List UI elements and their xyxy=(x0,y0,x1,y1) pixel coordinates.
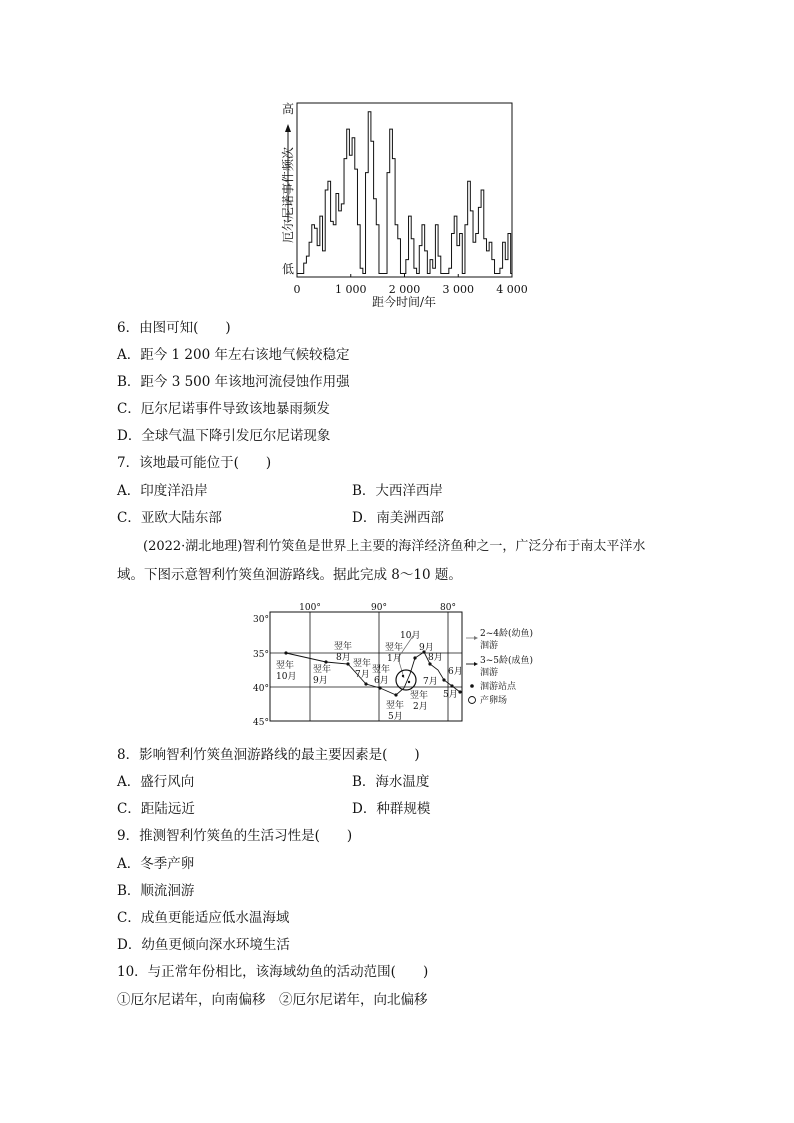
q6-option-c: C．厄尔尼诺事件导致该地暴雨频发 xyxy=(117,401,330,417)
lon-label-80: 80° xyxy=(440,603,456,613)
lat-label-45: 45° xyxy=(253,718,269,728)
q7-option-c: C．亚欧大陆东部 xyxy=(117,510,222,526)
legend-adult-label: 3~5龄(成鱼) xyxy=(480,656,534,666)
el-nino-chart-svg xyxy=(0,0,794,320)
q6-option-b: B．距今 3 500 年该地河流侵蚀作用强 xyxy=(117,374,350,390)
point-label: 8月 xyxy=(336,653,351,663)
x-tick-label: 2 000 xyxy=(388,283,421,296)
legend-juvenile-label-2: 洄游 xyxy=(480,641,499,651)
el-nino-frequency-line xyxy=(297,112,512,274)
station-dot xyxy=(442,678,445,681)
station-dot xyxy=(284,651,287,654)
question-6-stem: 6．由图可知( ) xyxy=(117,320,231,336)
point-label: 7月 xyxy=(355,670,370,680)
legend-juvenile-label: 2~4龄(幼鱼) xyxy=(480,629,534,639)
q9-option-d: D．幼鱼更倾向深水环境生活 xyxy=(117,937,290,953)
legend-spawn-icon xyxy=(469,697,476,704)
x-tick-label: 1 000 xyxy=(335,283,367,296)
legend-station-label: 洄游站点 xyxy=(480,682,517,692)
station-dot xyxy=(378,686,381,689)
intro-line-1: (2022·湖北地理)智利竹筴鱼是世界上主要的海洋经济鱼种之一，广泛分布于南太平洋水 xyxy=(143,539,646,554)
intro-line-2: 域。下图示意智利竹筴鱼洄游路线。据此完成 8～10 题。 xyxy=(117,567,462,583)
point-label: 翌年 xyxy=(353,659,372,669)
question-7-stem: 7．该地最可能位于( ) xyxy=(117,455,272,471)
point-label: 翌年 xyxy=(385,643,404,653)
q7-option-b: B．大西洋西岸 xyxy=(352,483,443,499)
y-axis-title: 厄尔尼诺事件频次 xyxy=(281,146,295,243)
q9-option-b: B．顺流洄游 xyxy=(117,883,195,899)
station-dot xyxy=(408,681,410,683)
lat-label-40: 40° xyxy=(253,684,269,694)
point-label: 9月 xyxy=(419,643,434,653)
point-label: 8月 xyxy=(428,653,443,663)
chart-frame xyxy=(297,103,512,277)
q9-option-a: A．冬季产卵 xyxy=(117,856,195,872)
q9-option-c: C．成鱼更能适应低水温海域 xyxy=(117,910,290,926)
q6-option-a: A．距今 1 200 年左右该地气候较稳定 xyxy=(117,347,350,363)
question-10-stem: 10．与正常年份相比，该海域幼鱼的活动范围( ) xyxy=(117,964,429,980)
point-label: 6月 xyxy=(448,667,463,677)
x-tick-label: 0 xyxy=(293,283,301,296)
point-label: 9月 xyxy=(313,676,328,686)
station-dot xyxy=(413,656,416,659)
legend-spawn-label: 产卵场 xyxy=(480,696,508,706)
station-dot xyxy=(364,682,367,685)
point-label: 1月 xyxy=(387,654,402,664)
lon-label-100: 100° xyxy=(299,603,321,613)
legend-adult-arrow-head xyxy=(474,662,478,666)
point-label: 7月 xyxy=(423,677,438,687)
q7-option-d: D．南美洲西部 xyxy=(352,510,444,526)
legend-juvenile-arrow-head xyxy=(474,636,478,640)
point-label: 10月 xyxy=(276,672,297,682)
station-dot xyxy=(324,660,327,663)
question-8-stem: 8．影响智利竹筴鱼洄游路线的最主要因素是( ) xyxy=(117,747,420,763)
question-9-stem: 9．推测智利竹筴鱼的生活习性是( ) xyxy=(117,828,353,844)
point-label: 翌年 xyxy=(386,701,405,711)
q7-option-a: A．印度洋沿岸 xyxy=(117,483,208,499)
station-dot xyxy=(458,690,461,693)
q8-option-c: C．距陆远近 xyxy=(117,801,195,817)
y-axis-arrow-head xyxy=(285,124,291,132)
y-low-label: 低 xyxy=(281,262,295,276)
lon-label-90: 90° xyxy=(371,603,387,613)
legend-adult-label-2: 洄游 xyxy=(480,668,499,678)
legend-station-icon xyxy=(470,684,474,688)
q8-option-d: D．种群规模 xyxy=(352,801,431,817)
q10-statements: ①厄尔尼诺年，向南偏移 ②厄尔尼诺年，向北偏移 xyxy=(117,992,428,1008)
q6-option-d: D．全球气温下降引发厄尔尼诺现象 xyxy=(117,428,331,444)
x-tick-label: 4 000 xyxy=(496,283,528,296)
station-dot xyxy=(450,684,453,687)
x-tick-label: 3 000 xyxy=(442,283,474,296)
lat-label-35: 35° xyxy=(253,650,269,660)
el-nino-series xyxy=(297,112,512,274)
station-dot xyxy=(394,693,397,696)
point-label: 5月 xyxy=(388,712,403,722)
point-label: 翌年 xyxy=(372,665,391,675)
point-label: 5月 xyxy=(443,690,458,700)
station-dot xyxy=(402,675,404,677)
q8-option-b: B．海水温度 xyxy=(352,774,430,790)
lat-label-30: 30° xyxy=(253,615,269,625)
point-label: 翌年 xyxy=(276,661,295,671)
point-label: 翌年 xyxy=(313,665,332,675)
point-label: 2月 xyxy=(413,702,428,712)
point-label: 翌年 xyxy=(410,691,429,701)
point-label: 10月 xyxy=(400,631,421,641)
q8-option-a: A．盛行风向 xyxy=(117,774,195,790)
y-high-label: 高 xyxy=(281,102,295,116)
point-label: 6月 xyxy=(374,676,389,686)
x-axis-title: 距今时间/年 xyxy=(371,295,437,309)
point-label: 翌年 xyxy=(334,642,353,652)
migration-map-svg xyxy=(0,600,794,740)
